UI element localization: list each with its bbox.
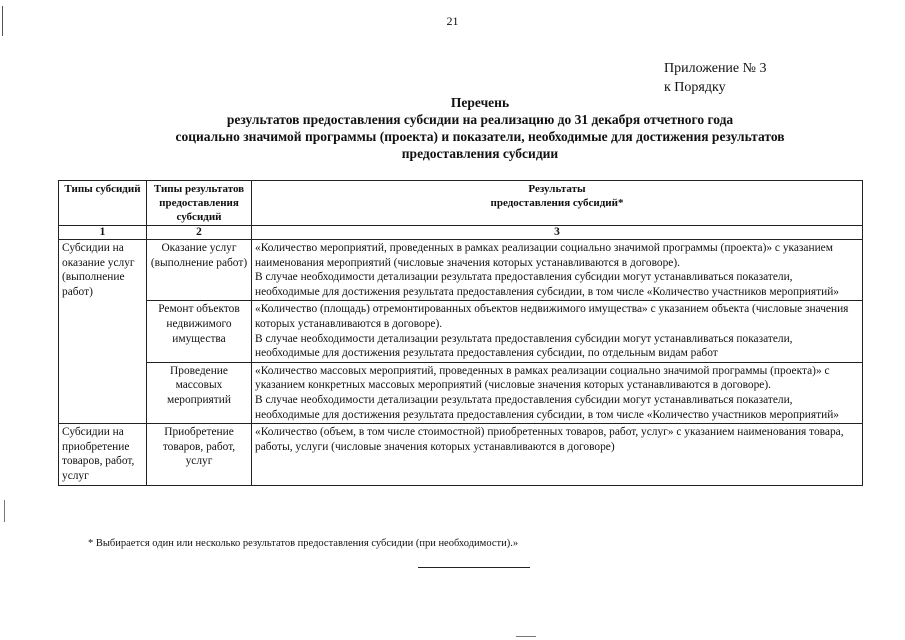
column-number: 3 — [252, 226, 863, 240]
column-number: 1 — [59, 226, 147, 240]
subsidy-type-cell: Субсидии на приобретение товаров, работ, услуг — [59, 424, 147, 485]
title-line: результатов предоставления субсидии на реализацию до 31 декабря отчетного года — [226, 112, 734, 127]
result-description-cell — [252, 424, 863, 485]
table-row — [59, 301, 863, 362]
result-paragraph: В случае необходимости детализации результата предоставления субсидии могут устанавливаться показатели, необходимые для достижения результата предоставления субсидии, по отдельным видам работ — [255, 332, 793, 360]
header-results — [252, 181, 863, 226]
footnote: * Выбирается один или несколько результатов предоставления субсидии (при необходимости).» — [88, 538, 519, 549]
result-paragraph: «Количество (объем, в том числе стоимостной) приобретенных товаров, работ, услуг» с указанием наименования товара, работы, услуги (числовые значения которых устанавливаются в договоре) — [255, 426, 844, 453]
column-number: 2 — [147, 226, 252, 240]
column-number-row — [59, 226, 863, 240]
table-row — [59, 362, 863, 423]
result-type-cell: Проведение массовых мероприятий — [147, 362, 252, 423]
result-paragraph: В случае необходимости детализации результата предоставления субсидии могут устанавливаться показатели, необходимые для достижения результата предоставления субсидии, в том числе «Количество участников мероприятий» — [255, 271, 840, 298]
scan-edge-mark — [516, 636, 536, 637]
annex-label — [664, 59, 767, 97]
result-description-cell — [252, 362, 863, 423]
result-type-cell: Приобретение товаров, работ, услуг — [147, 424, 252, 485]
table-row — [59, 424, 863, 485]
result-description-cell — [252, 240, 863, 301]
title-line: Перечень — [450, 95, 510, 110]
title-line: предоставления субсидии — [401, 146, 559, 161]
document-title — [130, 94, 830, 162]
table-row — [59, 240, 863, 301]
result-type-cell: Оказание услуг (выполнение работ) — [147, 240, 252, 301]
page-number: 21 — [446, 14, 459, 28]
subsidy-type-cell: Субсидии на оказание услуг (выполнение работ) — [59, 240, 147, 424]
table-header-row — [59, 181, 863, 226]
result-description-cell — [252, 301, 863, 362]
annex-line: Приложение № 3 — [664, 61, 767, 76]
scan-edge-mark — [4, 500, 5, 522]
header-results-line: предоставления субсидий* — [490, 197, 624, 209]
annex-line: к Порядку — [664, 80, 726, 95]
title-line: социально значимой программы (проекта) и показатели, необходимые для достижения результатов — [175, 129, 785, 144]
result-paragraph: «Количество мероприятий, проведенных в рамках реализации социально значимой программы (проекта)» с указанием наименования мероприятий (числовые значения которых устанавливаются в договоре). — [255, 242, 833, 269]
header-subsidy-types: Типы субсидий — [59, 181, 147, 226]
closing-rule — [418, 567, 530, 568]
result-paragraph: В случае необходимости детализации результата предоставления субсидии могут устанавливаться показатели, необходимые для достижения результата предоставления субсидии, в том числе «Количество участников мероприятий» — [255, 393, 840, 421]
result-paragraph: «Количество (площадь) отремонтированных объектов недвижимого имущества» с указанием объекта (числовые значения которых устанавливаются в договоре). — [255, 303, 849, 330]
result-type-cell: Ремонт объектов недвижимого имущества — [147, 301, 252, 362]
header-result-types: Типы результатов предоставления субсидий — [147, 181, 252, 226]
header-results-line: Результаты — [528, 183, 586, 195]
results-table — [58, 180, 863, 486]
result-paragraph: «Количество массовых мероприятий, проведенных в рамках реализации социально значимой программы (проекта)» с указанием конкретных массовых мероприятий (числовые значения которых устанавливаются в договоре). — [255, 364, 830, 392]
